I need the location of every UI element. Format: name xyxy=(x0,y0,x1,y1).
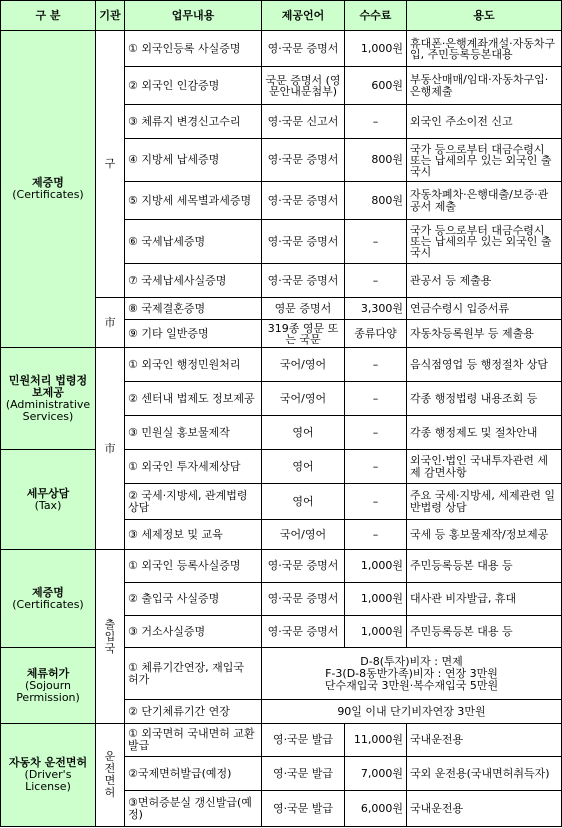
language-cell: 영·국문 발급 xyxy=(262,757,345,791)
language-cell: 영·국문 증명서 xyxy=(262,550,345,583)
task-cell: ② 외국인 인감증명 xyxy=(125,67,262,105)
language-cell: 영문 증명서 xyxy=(262,298,345,320)
fee-cell: – xyxy=(345,264,407,298)
agency-gu: 구 xyxy=(96,31,125,298)
fee-cell: 3,300원 xyxy=(345,298,407,320)
task-cell: ⑦ 국세납세사실증명 xyxy=(125,264,262,298)
fee-cell: 800원 xyxy=(345,182,407,220)
task-cell: ② 단기체류기간 연장 xyxy=(125,700,262,724)
language-cell: 영어 xyxy=(262,416,345,450)
visa-fee-details: D-8(투자)비자 : 면제 F-3(D-8동반가족)비자 : 연장 3만원 단수재입국 3만원·복수재입국 5만원 xyxy=(262,648,562,700)
language-cell: 국문 증명서 (영문안내문첨부) xyxy=(262,67,345,105)
fee-cell: – xyxy=(345,382,407,416)
language-cell: 영·국문 신고서 xyxy=(262,105,345,139)
usage-cell: 외국인·법인 국내투자관련 세제 감면사항 xyxy=(407,450,562,484)
table-row xyxy=(1,724,562,757)
language-cell: 영·국문 발급 xyxy=(262,724,345,757)
task-cell: ⑤ 지방세 세목별과세증명 xyxy=(125,182,262,220)
task-cell: ① 외국면허 국내면허 교환발급 xyxy=(125,724,262,757)
fee-cell: 1,000원 xyxy=(345,583,407,616)
task-cell: ① 외국인 투자세제상담 xyxy=(125,450,262,484)
usage-cell: 각종 행정제도 및 절차안내 xyxy=(407,416,562,450)
usage-cell: 휴대폰·은행계좌개설·자동차구입, 주민등록등본대용 xyxy=(407,31,562,67)
language-cell: 영·국문 증명서 xyxy=(262,139,345,182)
group-sojourn-permission: 체류허가 (Sojourn Permission) xyxy=(1,648,96,724)
agency-si: 市 xyxy=(96,298,125,348)
fee-cell: – xyxy=(345,520,407,550)
task-cell: ② 국세·지방세, 관계법령 상담 xyxy=(125,484,262,520)
task-cell: ⑨ 기타 일반증명 xyxy=(125,320,262,348)
usage-cell: 국내운전용 xyxy=(407,724,562,757)
fee-cell: – xyxy=(345,348,407,382)
language-cell: 영·국문 증명서 xyxy=(262,583,345,616)
fee-cell: 600원 xyxy=(345,67,407,105)
header-fee: 수수료 xyxy=(345,1,407,31)
table-row xyxy=(1,550,562,583)
fee-cell: 종류다양 xyxy=(345,320,407,348)
task-cell: ② 센터내 법제도 정보제공 xyxy=(125,382,262,416)
agency-immigration: 출 입 국 xyxy=(96,550,125,724)
usage-cell: 자동차등록원부 등 제출용 xyxy=(407,320,562,348)
group-drivers-license: 자동차 운전면허 (Driver's License) xyxy=(1,724,96,827)
agency-si: 市 xyxy=(96,348,125,550)
group-tax: 세무상담 (Tax) xyxy=(1,450,96,550)
usage-cell: 국가 등으로부터 대금수령시 또는 납세의무 있는 외국인 출국시 xyxy=(407,139,562,182)
language-cell: 영어 xyxy=(262,450,345,484)
fee-cell: 800원 xyxy=(345,139,407,182)
agency-license-office: 운 전 면 허 xyxy=(96,724,125,827)
fee-cell: – xyxy=(345,105,407,139)
table-row xyxy=(1,31,562,67)
usage-cell: 국가 등으로부터 대금수령시 또는 납세의무 있는 외국인 출국시 xyxy=(407,220,562,264)
header-row xyxy=(1,1,562,31)
fee-cell: – xyxy=(345,450,407,484)
task-cell: ③ 거소사실증명 xyxy=(125,616,262,648)
task-cell: ③ 민원실 홍보물제작 xyxy=(125,416,262,450)
short-stay-extension-details: 90일 이내 단기비자연장 3만원 xyxy=(262,700,562,724)
header-agency: 기관 xyxy=(96,1,125,31)
task-cell: ① 외국인 행정민원처리 xyxy=(125,348,262,382)
usage-cell: 주민등록등본 대용 등 xyxy=(407,550,562,583)
language-cell: 국어/영어 xyxy=(262,348,345,382)
group-certificates: 제증명 (Certificates) xyxy=(1,550,96,648)
language-cell: 영·국문 증명서 xyxy=(262,220,345,264)
header-usage: 용도 xyxy=(407,1,562,31)
fee-cell: 1,000원 xyxy=(345,31,407,67)
task-cell: ③ 체류지 변경신고수리 xyxy=(125,105,262,139)
language-cell: 영·국문 증명서 xyxy=(262,182,345,220)
usage-cell: 대사관 비자발급, 휴대 xyxy=(407,583,562,616)
header-category: 구 분 xyxy=(1,1,96,31)
fee-cell: – xyxy=(345,484,407,520)
task-cell: ③ 세제정보 및 교육 xyxy=(125,520,262,550)
table-row xyxy=(1,348,562,382)
language-cell: 영·국문 증명서 xyxy=(262,616,345,648)
usage-cell: 외국인 주소이전 신고 xyxy=(407,105,562,139)
task-cell: ②국제면허발급(예정) xyxy=(125,757,262,791)
task-cell: ⑧ 국제결혼증명 xyxy=(125,298,262,320)
fee-cell: 11,000원 xyxy=(345,724,407,757)
group-administrative-services: 민원처리 법령정보제공 (Administrative Services) xyxy=(1,348,96,450)
usage-cell: 연금수령시 입증서류 xyxy=(407,298,562,320)
group-certificates: 제증명 (Certificates) xyxy=(1,31,96,348)
usage-cell: 국내운전용 xyxy=(407,791,562,827)
usage-cell: 국세 등 홍보물제작/정보제공 xyxy=(407,520,562,550)
header-task: 업무내용 xyxy=(125,1,262,31)
language-cell: 영·국문 증명서 xyxy=(262,264,345,298)
task-cell: ② 출입국 사실증명 xyxy=(125,583,262,616)
table-row xyxy=(1,450,562,484)
usage-cell: 국외 운전용(국내면허취득자) xyxy=(407,757,562,791)
fee-cell: 7,000원 xyxy=(345,757,407,791)
task-cell: ③면허증분실 갱신발급(예정) xyxy=(125,791,262,827)
table-row xyxy=(1,648,562,700)
language-cell: 국어/영어 xyxy=(262,382,345,416)
language-cell: 영어 xyxy=(262,484,345,520)
task-cell: ① 체류기간연장, 재입국 허가 xyxy=(125,648,262,700)
usage-cell: 음식점영업 등 행정절차 상담 xyxy=(407,348,562,382)
task-cell: ① 외국인등록 사실증명 xyxy=(125,31,262,67)
usage-cell: 자동차폐차·은행대출/보증·관공서 제출 xyxy=(407,182,562,220)
task-cell: ④ 지방세 납세증명 xyxy=(125,139,262,182)
usage-cell: 부동산매매/임대·자동차구입·은행제출 xyxy=(407,67,562,105)
usage-cell: 각종 행정법령 내용조회 등 xyxy=(407,382,562,416)
header-language: 제공언어 xyxy=(262,1,345,31)
fee-cell: – xyxy=(345,220,407,264)
usage-cell: 주요 국세·지방세, 세제관련 일반법령 상담 xyxy=(407,484,562,520)
language-cell: 국어/영어 xyxy=(262,520,345,550)
fee-cell: 1,000원 xyxy=(345,616,407,648)
language-cell: 영·국문 발급 xyxy=(262,791,345,827)
usage-cell: 주민등록등본 대용 등 xyxy=(407,616,562,648)
fee-cell: – xyxy=(345,416,407,450)
fee-cell: 1,000원 xyxy=(345,550,407,583)
language-cell: 영·국문 증명서 xyxy=(262,31,345,67)
task-cell: ① 외국인 등록사실증명 xyxy=(125,550,262,583)
language-cell: 319종 영문 또는 국문 xyxy=(262,320,345,348)
usage-cell: 관공서 등 제출용 xyxy=(407,264,562,298)
task-cell: ⑥ 국세납세증명 xyxy=(125,220,262,264)
fee-cell: 6,000원 xyxy=(345,791,407,827)
